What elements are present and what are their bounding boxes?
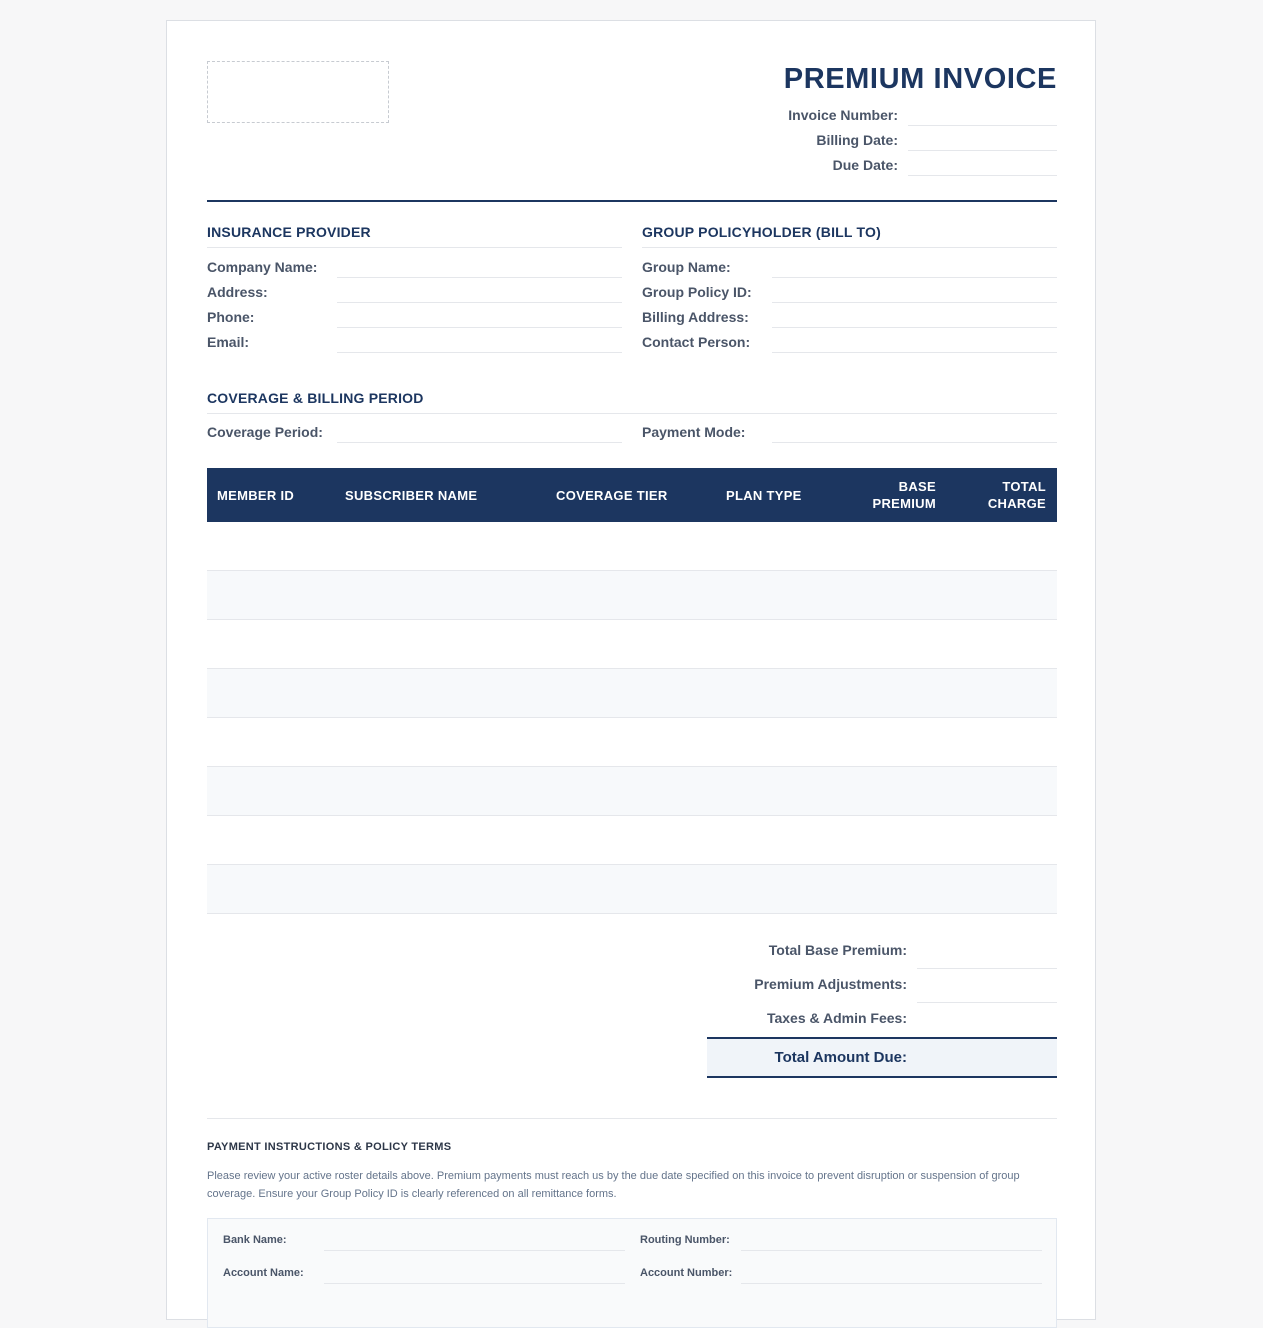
table-row[interactable] xyxy=(207,865,1057,914)
phone-field[interactable] xyxy=(337,304,622,328)
field-label: Routing Number: xyxy=(640,1234,730,1246)
taxes-admin-fees-field[interactable] xyxy=(917,1004,1057,1036)
table-row[interactable] xyxy=(207,522,1057,571)
provider-company-name xyxy=(207,254,622,279)
column-label: PLAN TYPE xyxy=(726,487,802,503)
account-number-field[interactable] xyxy=(741,1260,1042,1284)
column-label: PREMIUM xyxy=(872,496,936,511)
taxes-admin-fees-row xyxy=(707,1004,1057,1038)
payment-instructions-text: Please review your active roster details above. Premium payments must reach us by the due date specified on this invoice to prevent disruption or suspension of group coverage. Ensure your Group Policy ID is clearly referenced on all remittance forms. xyxy=(207,1170,1020,1200)
account-name-field[interactable] xyxy=(324,1260,625,1284)
payment-instructions-title: PAYMENT INSTRUCTIONS & POLICY TERMS xyxy=(207,1141,452,1153)
column-total-charge xyxy=(957,468,1046,522)
coverage-period xyxy=(207,419,622,444)
group-name-field[interactable] xyxy=(772,254,1057,278)
field-label: Email: xyxy=(207,334,250,350)
field-label: Coverage Period: xyxy=(207,424,323,440)
contact-person-field[interactable] xyxy=(772,329,1057,353)
premium-adjustments-field[interactable] xyxy=(917,970,1057,1003)
column-label: COVERAGE TIER xyxy=(556,487,668,503)
provider-section-title: INSURANCE PROVIDER xyxy=(207,224,371,240)
column-member-id xyxy=(217,468,337,522)
address-field[interactable] xyxy=(337,279,622,303)
due-date-row xyxy=(737,153,1057,178)
policyholder-section-title: GROUP POLICYHOLDER (BILL TO) xyxy=(642,224,881,240)
total-base-premium-row xyxy=(707,936,1057,970)
group-policy-id-field[interactable] xyxy=(772,279,1057,303)
field-label: Group Name: xyxy=(642,259,731,275)
column-label: SUBSCRIBER NAME xyxy=(345,487,478,503)
table-row[interactable] xyxy=(207,816,1057,865)
routing-number xyxy=(640,1227,1042,1252)
column-coverage-tier xyxy=(556,468,716,522)
billing-address-field[interactable] xyxy=(772,304,1057,328)
total-amount-due-label: Total Amount Due: xyxy=(774,1049,907,1066)
field-label: Contact Person: xyxy=(642,334,751,350)
total-base-premium-field[interactable] xyxy=(917,936,1057,969)
column-label: TOTAL xyxy=(1002,479,1046,494)
provider-phone xyxy=(207,304,622,329)
bank-name xyxy=(223,1227,625,1252)
header-divider xyxy=(207,200,1057,202)
column-base-premium xyxy=(847,468,936,522)
field-label: Address: xyxy=(207,284,268,300)
provider-email xyxy=(207,329,622,354)
column-label: CHARGE xyxy=(987,496,1046,511)
due-date-field[interactable] xyxy=(908,153,1057,176)
invoice-page xyxy=(166,20,1096,1320)
due-date-label: Due Date: xyxy=(832,157,898,173)
bank-details-box xyxy=(207,1218,1057,1328)
premium-adjustments-label: Premium Adjustments: xyxy=(754,976,907,992)
coverage-section-title: COVERAGE & BILLING PERIOD xyxy=(207,390,424,406)
logo-placeholder[interactable] xyxy=(207,61,389,123)
provider-section-divider xyxy=(207,247,622,248)
table-row[interactable] xyxy=(207,620,1057,669)
coverage-period-field[interactable] xyxy=(337,419,622,443)
column-label: BASE xyxy=(898,479,936,494)
field-label: Account Name: xyxy=(223,1267,304,1279)
invoice-number-field[interactable] xyxy=(908,103,1057,126)
column-label: MEMBER ID xyxy=(217,487,295,503)
column-plan-type xyxy=(726,468,846,522)
account-name xyxy=(223,1260,625,1285)
field-label: Phone: xyxy=(207,309,255,325)
account-number xyxy=(640,1260,1042,1285)
member-table-header xyxy=(207,468,1057,522)
payment-mode-field[interactable] xyxy=(772,419,1057,443)
table-row[interactable] xyxy=(207,669,1057,718)
coverage-section-divider xyxy=(207,413,1057,414)
field-label: Billing Address: xyxy=(642,309,749,325)
table-row[interactable] xyxy=(207,718,1057,767)
company-name-field[interactable] xyxy=(337,254,622,278)
footer-divider xyxy=(207,1118,1057,1119)
payment-mode xyxy=(642,419,1057,444)
billing-date-label: Billing Date: xyxy=(816,132,898,148)
policyholder-contact-person xyxy=(642,329,1057,354)
table-row[interactable] xyxy=(207,571,1057,620)
premium-adjustments-row xyxy=(707,970,1057,1004)
field-label: Group Policy ID: xyxy=(642,284,752,300)
invoice-title: PREMIUM INVOICE xyxy=(783,63,1057,95)
field-label: Bank Name: xyxy=(223,1234,287,1246)
routing-number-field[interactable] xyxy=(741,1227,1042,1251)
policyholder-section-divider xyxy=(642,247,1057,248)
invoice-number-label: Invoice Number: xyxy=(788,107,898,123)
billing-date-field[interactable] xyxy=(908,128,1057,151)
column-subscriber-name xyxy=(345,468,545,522)
field-label: Account Number: xyxy=(640,1267,733,1279)
total-base-premium-label: Total Base Premium: xyxy=(768,942,907,958)
table-row[interactable] xyxy=(207,767,1057,816)
policyholder-group-policy-id xyxy=(642,279,1057,304)
email-field[interactable] xyxy=(337,329,622,353)
invoice-number-row xyxy=(737,103,1057,128)
policyholder-group-name xyxy=(642,254,1057,279)
provider-address xyxy=(207,279,622,304)
bank-name-field[interactable] xyxy=(324,1227,625,1251)
field-label: Payment Mode: xyxy=(642,424,746,440)
field-label: Company Name: xyxy=(207,259,318,275)
billing-date-row xyxy=(737,128,1057,153)
total-amount-due-row xyxy=(707,1037,1057,1078)
policyholder-billing-address xyxy=(642,304,1057,329)
taxes-admin-fees-label: Taxes & Admin Fees: xyxy=(766,1010,907,1026)
